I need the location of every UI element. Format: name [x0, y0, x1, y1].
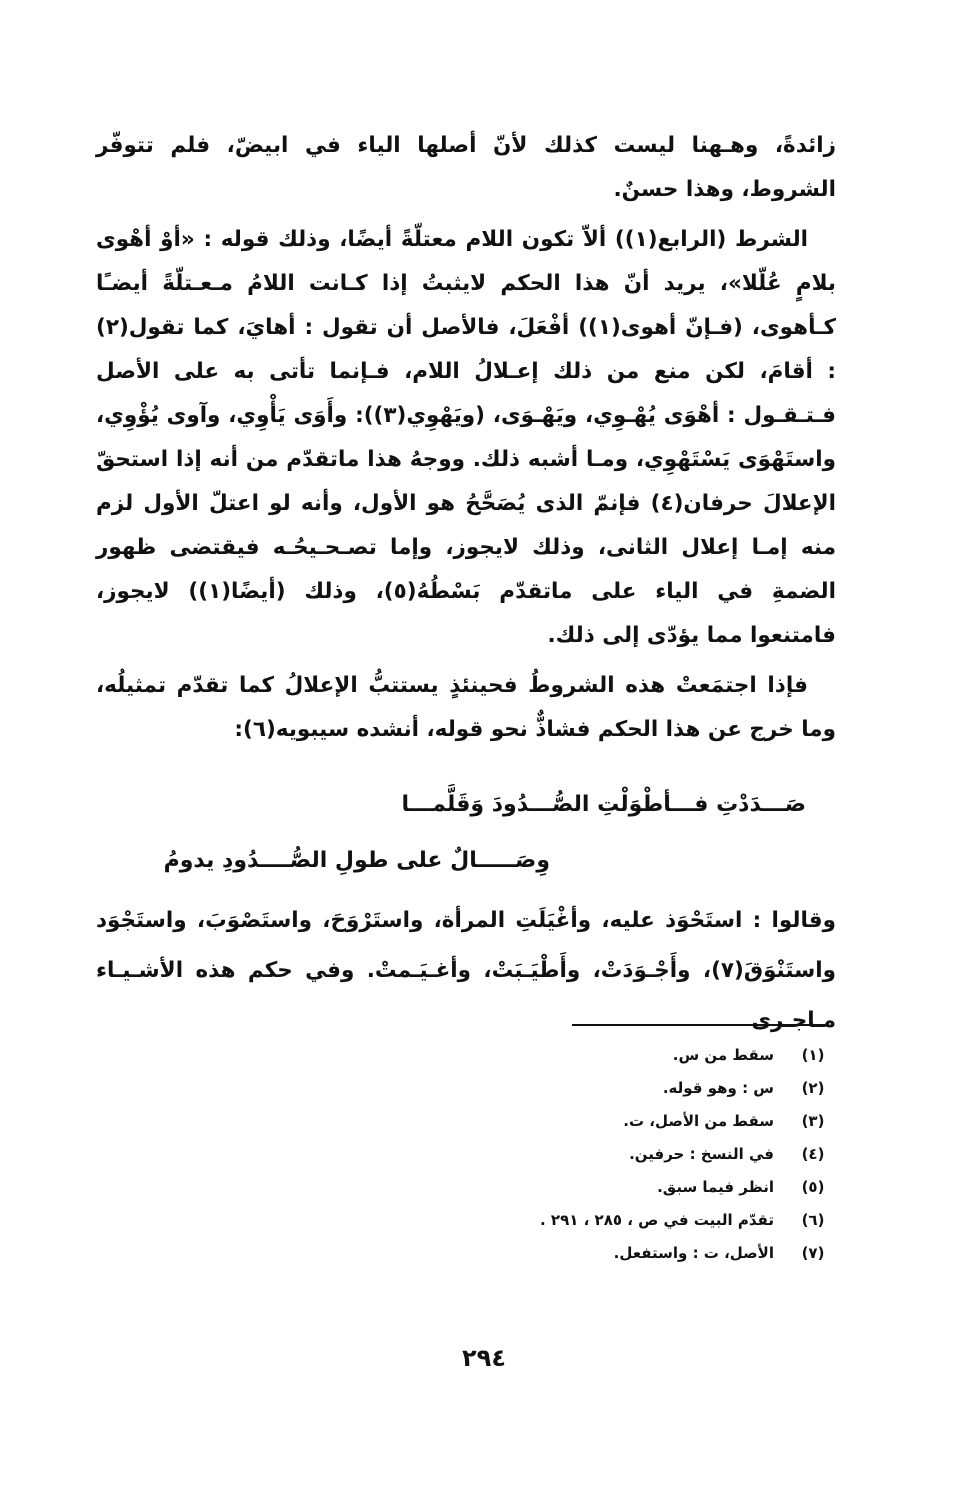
main-text-block	[96, 124, 836, 758]
footnote-text: سقط من الأصل، ت.	[623, 1111, 774, 1130]
footnote-text: سقط من س.	[672, 1045, 774, 1064]
verse-line-1: صَـــدَدْتِ فـــأطْوَلْتِ الصُّـــدُودَ وَقَلَّمـــا	[401, 792, 806, 817]
footnote-number: (٢)	[801, 1078, 825, 1097]
footnote	[418, 1203, 838, 1236]
footnote-separator	[572, 1024, 828, 1026]
paragraph-2: الشرط (الرابع(١)) ألاّ تكون اللام معتلّةً أيضًا، وذلك قوله : «أوْ أهْوى بلامٍ عُلّلا»، يريد أنّ هذا الحكم لايثبتُ إذا كـانت اللامُ مـعـتلّةً أيضـًا كـأهوى، (فـإنّ أهوى(١)) أفْعَلَ، فالأصل أن تقول : أهايَ، كما تقول(٢) : أقامَ، لكن منع من ذلك إعـلالُ اللام، فـإنما تأتى به على الأصل فـتـقـول : أهْوَى يُهْـوِي، ويَهْـوَى، (ويَهْوِي(٣)): وأَوَى يَأْوِي، وآوى يُؤْوِي، واستَهْوَى يَسْتَهْوِي، ومـا أشبه ذلك. ووجهُ هذا ماتقدّم من أنه إذا استحقّ الإعلالَ حرفان(٤) فإنمّ الذى يُصَحَّحُ هو الأول، وأنه لو اعتلّ الأول لزم منه إمـا إعلال الثانى، وذلك لايجوز، وإما تصـحـيحُـه فيقتضى ظهور الضمةِ في الياء على ماتقدّم بَسْطُهُ(٥)، وذلك (أيضًا(١)) لايجوز، فامتنعوا مما يؤدّى إلى ذلك.	[96, 227, 837, 648]
footnotes	[418, 1038, 838, 1269]
footnote	[418, 1236, 838, 1269]
footnote	[418, 1104, 838, 1137]
footnote	[418, 1170, 838, 1203]
footnote-number: (٤)	[801, 1144, 825, 1163]
footnote	[418, 1137, 838, 1170]
paragraph-4: وقالوا : استَحْوَذ عليه، وأغْيَلَتِ المرأة، واستَرْوَحَ، واستَصْوَبَ، واستَجْوَد واستَنْوَقَ(٧)، وأَجْـوَدَتْ، وأَطْيَـبَتْ، وأغـيَـمتْ. وفي حكم هذه الأشـيـاء مـاجـرى	[96, 908, 836, 1033]
footnote-number: (٥)	[801, 1177, 825, 1196]
paragraph-1: زائدةً، وهـهنا ليست كذلك لأنّ أصلها الياء في ابيضّ، فلم تتوفّر الشروط، وهذا حسنٌ.	[96, 133, 836, 202]
footnote-number: (٣)	[801, 1111, 825, 1130]
footnote-number: (٦)	[801, 1210, 825, 1229]
footnote-text: الأصل، ت : واستفعل.	[613, 1243, 774, 1262]
page-number: ٢٩٤	[462, 1344, 506, 1372]
footnote-number: (٧)	[801, 1243, 825, 1262]
footnote-text: في النسخ : حرفين.	[629, 1144, 774, 1163]
footnote-number: (١)	[801, 1045, 825, 1064]
footnote-text: س : وهو قوله.	[662, 1078, 774, 1097]
footnote-text: انظر فيما سبق.	[657, 1177, 774, 1196]
footnote	[418, 1038, 838, 1071]
verse-line-2: وِصَـــــالٌ على طولِ الصُّــــدُودِ يدومُ	[163, 848, 550, 873]
footnote	[418, 1071, 838, 1104]
footnote-text: تقدّم البيت في ص ، ٢٨٥ ، ٢٩١ .	[540, 1210, 774, 1229]
paragraph-3: فإذا اجتمَعتْ هذه الشروطُ فحينئذٍ يستتبُّ الإعلالُ كما تقدّم تمثيلُه، وما خرج عن هذا الحكم فشاذٌّ نحو قوله، أنشده سيبويه(٦):	[96, 673, 836, 742]
